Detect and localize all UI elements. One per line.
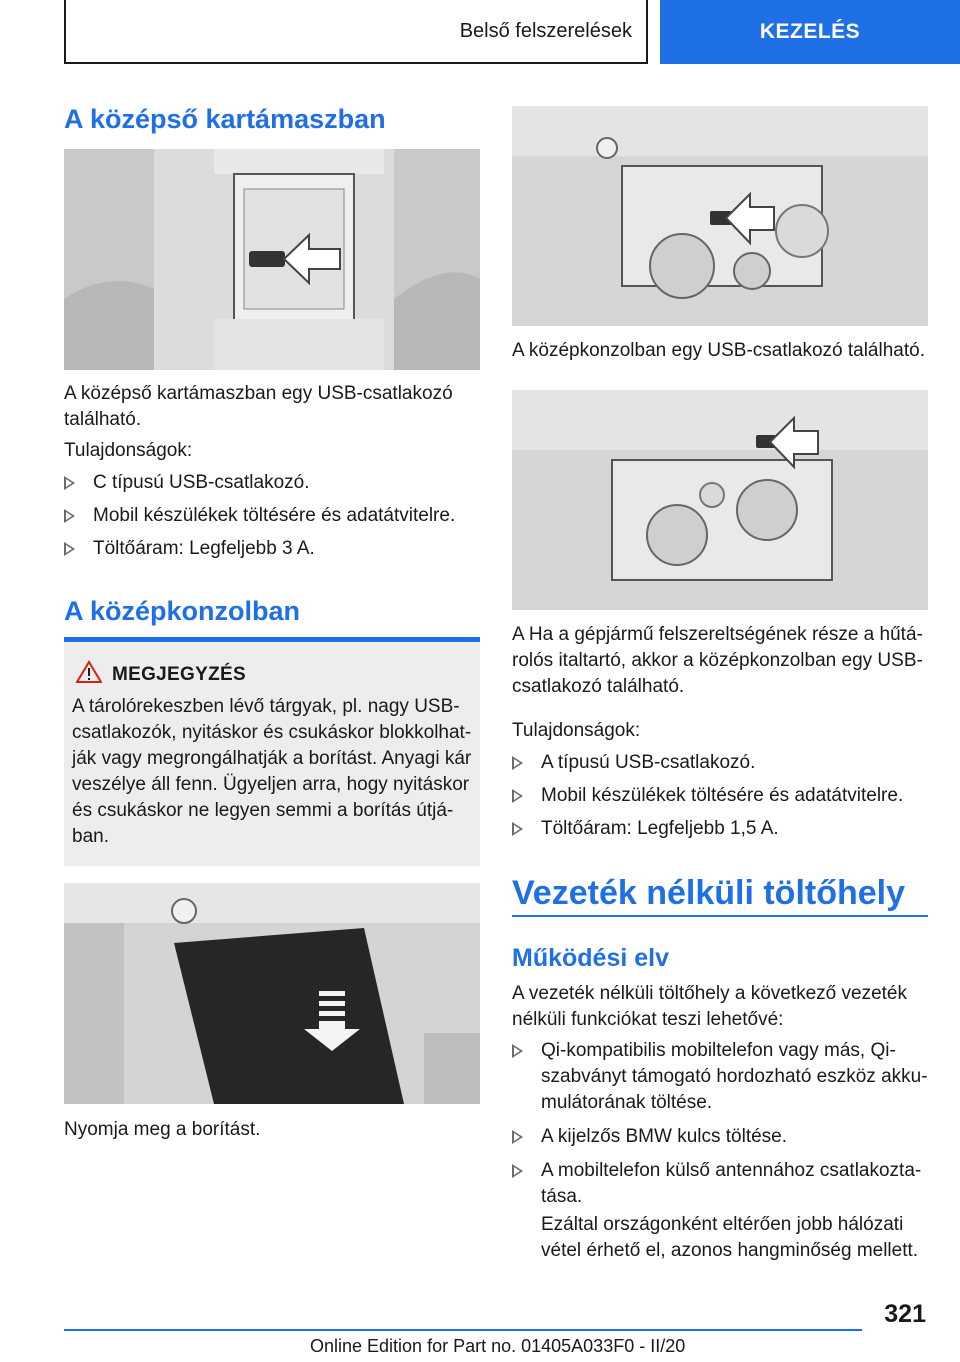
intro-text: A vezeték nélküli töltőhely a következő vezeték nélküli funkciókat teszi lehetővé:	[512, 983, 908, 1030]
triangle-bullet-icon	[64, 476, 75, 490]
triangle-bullet-icon	[64, 542, 75, 556]
triangle-bullet-icon	[512, 822, 523, 836]
list-item-text: C típusú USB-csatlakozó.	[93, 472, 310, 493]
warning-icon	[76, 660, 102, 684]
footer-edition: Online Edition for Part no. 01405A033F0 - II/20	[310, 1336, 686, 1356]
props-label-right: Tulajdonságok:	[512, 720, 641, 741]
list-item-text: Töltőáram: Legfeljebb 3 A.	[93, 538, 315, 559]
heading-principle: Működési elv	[512, 944, 669, 972]
note-text: A tárolórekeszben lévő tárgyak, pl. nagy USB-csatlakozók, nyitáskor és csukáskor blokkolhat-ják vagy megrongálhatják a borítást. Anyagi kár veszélye áll fenn. Ügyeljen arra, hogy nyitáskor és csukáskor ne legyen semmi a borítás útjá-ban.	[72, 696, 472, 847]
photo-cover-press	[64, 883, 480, 1104]
page-number: 321	[884, 1300, 926, 1328]
caption-cupholder: A Ha a gépjármű felszereltségének része a hűtá-rolós italtartó, akkor a középkonzolban egy USB-csatlakozó található.	[512, 624, 923, 697]
list-item	[512, 1158, 928, 1210]
props-label-left: Tulajdonságok:	[64, 440, 193, 461]
running-header-chapter	[660, 0, 960, 64]
func-extra-text: Ezáltal országonként eltérően jobb hálózati vétel érhető el, azonos hangminőség mellett.	[541, 1214, 919, 1261]
note-title: MEGJEGYZÉS	[112, 664, 246, 685]
triangle-bullet-icon	[512, 1164, 523, 1178]
running-header-section	[64, 0, 648, 64]
list-item-text: Mobil készülékek töltésére és adatátvitelre.	[93, 505, 456, 526]
photo-console-usb	[512, 106, 928, 326]
section-rule	[512, 915, 928, 917]
note-box	[64, 642, 480, 866]
list-item	[512, 1038, 928, 1116]
triangle-bullet-icon	[512, 789, 523, 803]
caption-armrest: A középső kartámaszban egy USB-csatlakozó található.	[64, 383, 453, 430]
footer-rule	[64, 1329, 862, 1331]
chapter-title: KEZELÉS	[759, 20, 861, 43]
list-item-text: A mobiltelefon külső antennához csatlakozta-tása.	[541, 1160, 922, 1207]
photo-console-cupholder	[512, 390, 928, 610]
list-item-text: Qi-kompatibilis mobiltelefon vagy más, Qi-szabványt támogató hordozható eszköz akku-mulátorának töltése.	[541, 1040, 928, 1113]
photo-armrest-usb	[64, 149, 480, 370]
triangle-bullet-icon	[512, 756, 523, 770]
triangle-bullet-icon	[512, 1044, 523, 1058]
heading-wireless-charging: Vezeték nélküli töltőhely	[512, 874, 906, 912]
list-item	[512, 816, 928, 842]
triangle-bullet-icon	[64, 509, 75, 523]
list-item-text: Mobil készülékek töltésére és adatátvitelre.	[541, 785, 904, 806]
caption-press-cover: Nyomja meg a borítást.	[64, 1119, 261, 1140]
heading-armrest: A középső kartámaszban	[64, 104, 386, 134]
caption-console-usb: A középkonzolban egy USB-csatlakozó található.	[512, 340, 925, 361]
section-title: Belső felszerelések	[459, 19, 632, 42]
list-item-text: A kijelzős BMW kulcs töltése.	[541, 1126, 788, 1147]
list-item	[64, 470, 480, 496]
list-item	[512, 783, 928, 809]
list-item	[64, 503, 480, 529]
triangle-bullet-icon	[512, 1130, 523, 1144]
list-item-text: A típusú USB-csatlakozó.	[541, 752, 756, 773]
list-item	[64, 536, 480, 562]
list-item	[512, 1124, 928, 1150]
list-item	[512, 750, 928, 776]
heading-console: A középkonzolban	[64, 596, 301, 626]
list-item-text: Töltőáram: Legfeljebb 1,5 A.	[541, 818, 779, 839]
